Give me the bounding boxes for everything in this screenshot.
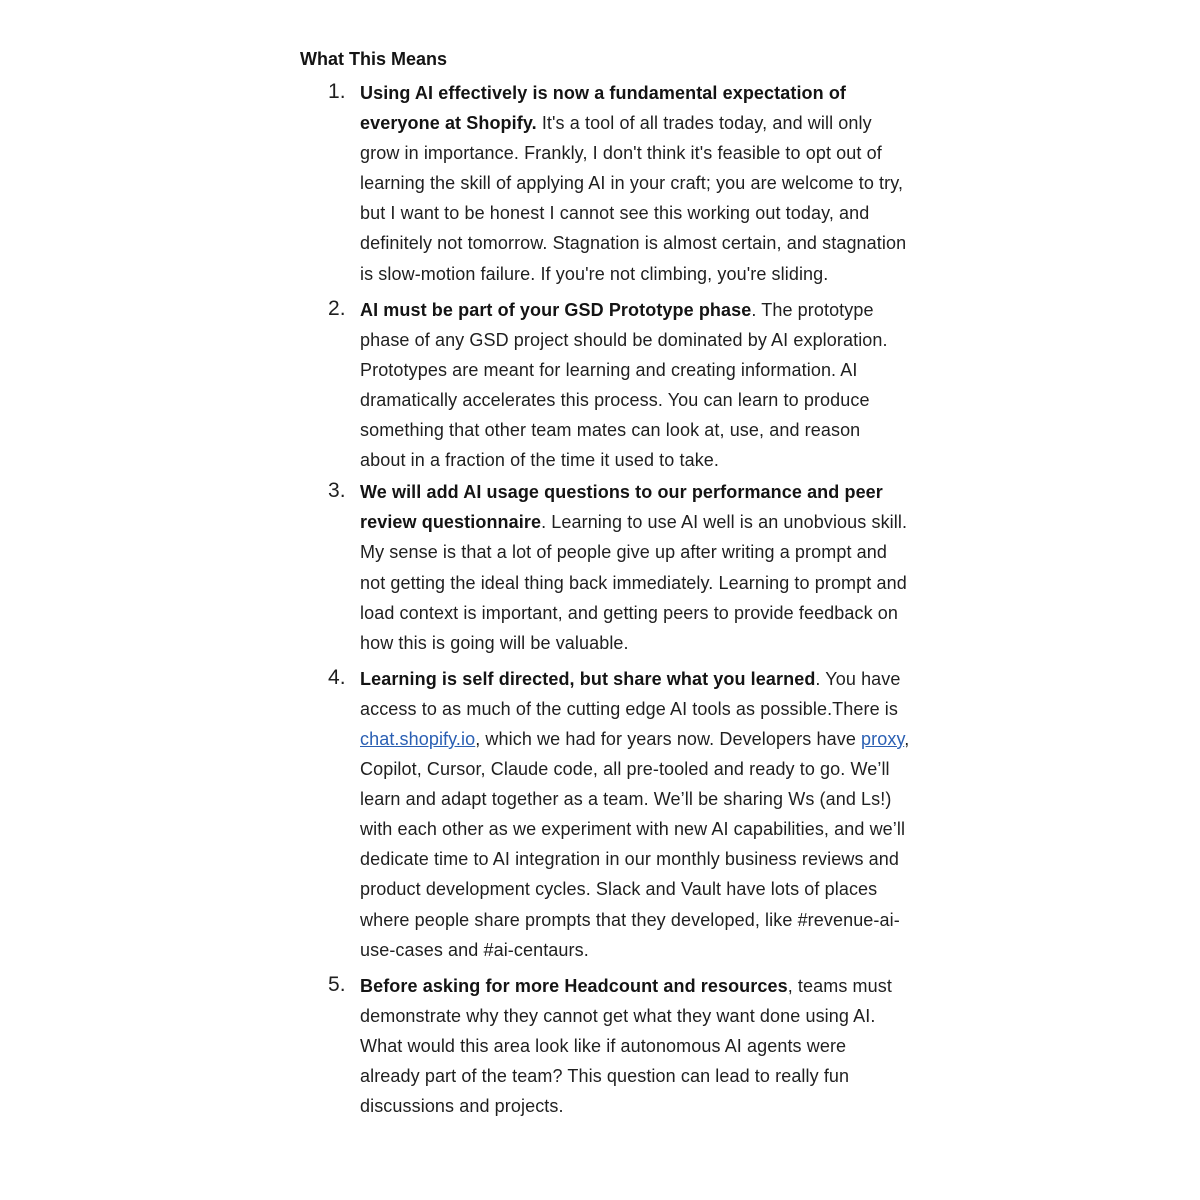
list-number-5: 5.	[328, 972, 346, 996]
list-item-2-body: . The prototype phase of any GSD project should be dominated by AI exploration. Prototypes are meant for learning and creating information. AI dramatically accelerates this process. You can learn to produce something that other team mates can look at, use, and reason about in a fraction of the time it used to take.	[360, 299, 888, 471]
list-item-4-body-part1: . You have access to as much of the cutting edge AI tools as possible.There is	[360, 668, 901, 719]
list-number-3: 3.	[328, 479, 346, 503]
numbered-list	[300, 78, 910, 1121]
list-item-5-body: , teams must demonstrate why they cannot get what they want done using AI. What would this area look like if autonomous AI agents were already part of the team? This question can lead to really fun discussions and projects.	[360, 975, 892, 1117]
list-item-1-body: It's a tool of all trades today, and will only grow in importance. Frankly, I don't think it's feasible to opt out of learning the skill of applying AI in your craft; you are welcome to try, but I want to be honest I cannot see this working out today, and definitely not tomorrow. Stagnation is almost certain, and stagnation is slow-motion failure. If you're not climbing, you're sliding.	[360, 113, 907, 284]
list-item-2-lead: AI must be part of your GSD Prototype phase	[360, 299, 752, 320]
list-item-4-lead: Learning is self directed, but share what you learned	[360, 668, 816, 689]
list-item-5	[300, 971, 910, 1121]
list-number-2: 2.	[328, 296, 346, 320]
list-item-3	[300, 477, 910, 658]
proxy-link[interactable]: proxy	[861, 728, 905, 749]
document	[300, 46, 910, 1121]
list-item-3-lead: We will add AI usage questions to our performance and peer review questionnaire	[360, 482, 883, 533]
list-item-4	[300, 664, 910, 965]
list-item-2	[300, 295, 910, 476]
list-item-1	[300, 78, 910, 289]
list-number-4: 4.	[328, 665, 346, 689]
list-item-4-body-part2: , which we had for years now. Developers have	[475, 728, 862, 749]
chat-shopify-link[interactable]: chat.shopify.io	[360, 728, 476, 749]
list-item-4-body-part3: , Copilot, Cursor, Claude code, all pre-tooled and ready to go. We’ll learn and adapt together as a team. We’ll be sharing Ws (and Ls!) with each other as we experiment with new AI capabilities, and we’ll dedicate time to AI integration in our monthly business reviews and product development cycles. Slack and Vault have lots of places where people share prompts that they developed, like #revenue-ai-use-cases and #ai-centaurs.	[360, 728, 910, 960]
list-item-5-lead: Before asking for more Headcount and resources	[360, 975, 788, 996]
section-heading: What This Means	[300, 49, 448, 69]
list-item-3-body: . Learning to use AI well is an unobvious skill. My sense is that a lot of people give up after writing a prompt and not getting the ideal thing back immediately. Learning to prompt and load context is important, and getting peers to provide feedback on how this is going will be valuable.	[360, 512, 908, 653]
list-item-1-lead: Using AI effectively is now a fundamental expectation of everyone at Shopify.	[360, 83, 847, 134]
list-number-1: 1.	[328, 80, 346, 103]
